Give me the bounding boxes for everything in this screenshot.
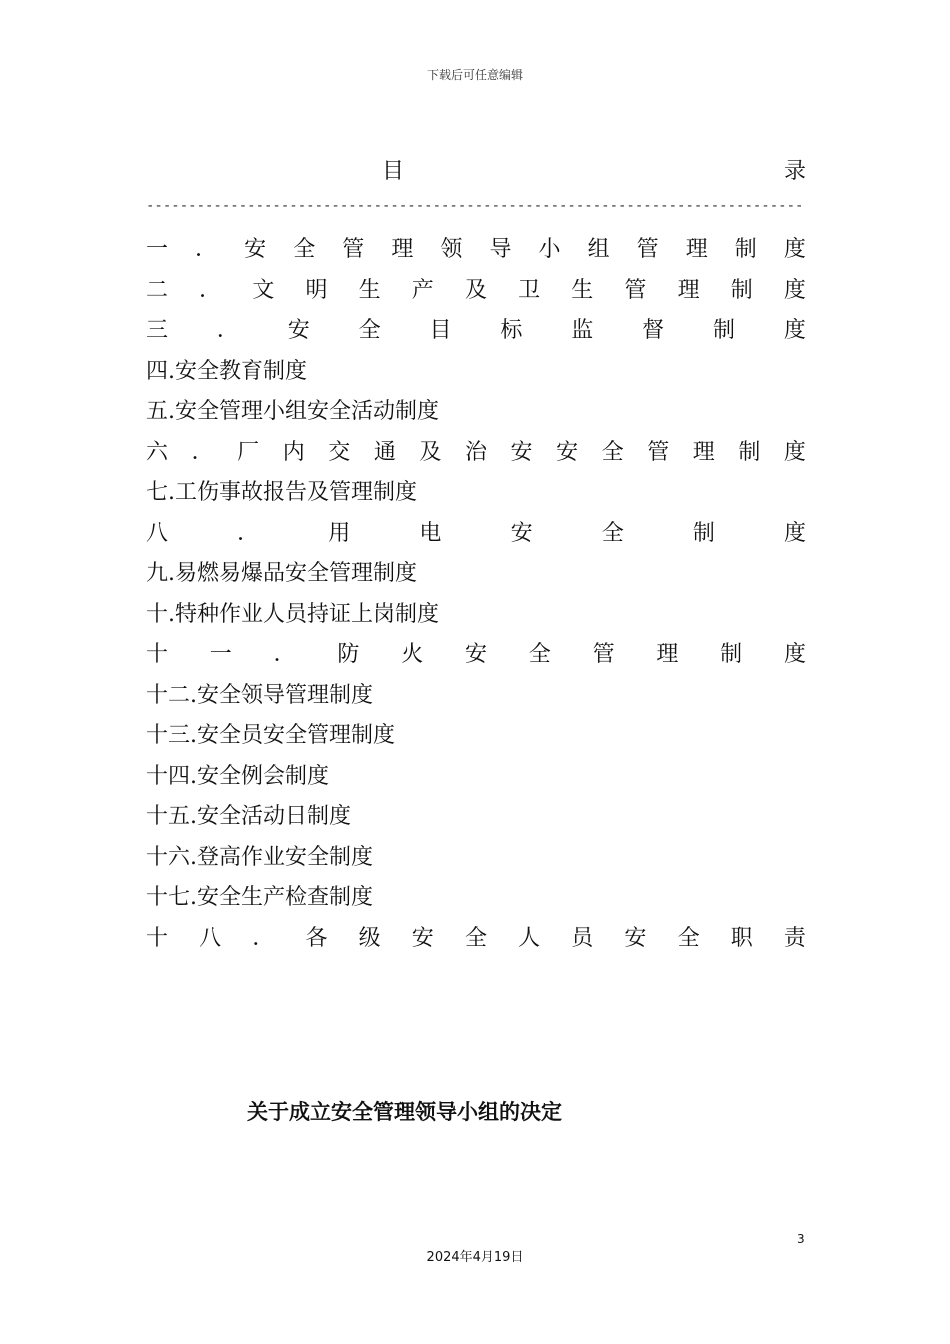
toc-item-char: 制 xyxy=(713,318,736,343)
toc-item-char: ． xyxy=(191,439,214,465)
toc-item-char: 制 xyxy=(738,439,761,465)
toc-title-left: 目 xyxy=(382,159,405,184)
toc-item-char: 组 xyxy=(587,237,610,262)
toc-item-char: 安 xyxy=(464,642,487,667)
toc-item-char: 理 xyxy=(391,237,414,262)
toc-item-char: 安 xyxy=(510,520,533,546)
toc-item-char: 员 xyxy=(571,925,594,951)
toc-item-char: 全 xyxy=(601,439,624,465)
toc-item xyxy=(146,514,806,555)
toc-item-char: 管 xyxy=(624,277,647,303)
toc-item: 十.特种作业人员持证上岗制度 xyxy=(146,601,439,627)
toc-item: 七.工伤事故报告及管理制度 xyxy=(146,480,417,505)
toc-item-char: ． xyxy=(195,237,218,262)
toc-item-char: 全 xyxy=(464,925,487,951)
toc-item-char: 交 xyxy=(328,439,351,465)
toc-item-char: 防 xyxy=(337,642,360,667)
toc-item-char: 理 xyxy=(692,439,715,465)
toc-item-char: 十 xyxy=(146,925,169,951)
toc-item: 十六.登高作业安全制度 xyxy=(146,844,373,870)
toc-item-char: 人 xyxy=(518,925,541,951)
toc-item-char: 度 xyxy=(783,642,806,667)
toc-item-char: 度 xyxy=(783,439,806,465)
toc-item-char: ． xyxy=(237,520,260,546)
toc-item-char: 管 xyxy=(342,237,365,262)
toc-item-char: 度 xyxy=(783,520,806,546)
toc-item-char: 安 xyxy=(556,439,579,465)
dashed-rule: ------------------------------------------------------------------------------ xyxy=(146,198,804,214)
toc-item-char: 十 xyxy=(146,642,169,667)
toc-item-char: 安 xyxy=(244,237,267,262)
toc-item-char: 制 xyxy=(734,237,757,262)
toc-item-char: 一 xyxy=(146,237,169,262)
toc-item-char: 内 xyxy=(282,439,305,465)
toc-item-char: 制 xyxy=(720,642,743,667)
toc-item-char: 职 xyxy=(730,925,753,951)
toc-item-char: 领 xyxy=(440,237,463,262)
toc-item-char: 生 xyxy=(571,277,594,303)
toc-item-char: 安 xyxy=(510,439,533,465)
toc-item-char: 各 xyxy=(305,925,328,951)
toc-item-char: 度 xyxy=(783,277,806,303)
toc-item-char: 全 xyxy=(677,925,700,951)
toc-item: 五.安全管理小组安全活动制度 xyxy=(146,399,439,424)
toc-item xyxy=(146,311,806,352)
toc-item-char: 安 xyxy=(287,318,310,343)
toc-item-char: 目 xyxy=(429,318,452,343)
table-of-contents xyxy=(146,230,806,959)
toc-item-char: 管 xyxy=(647,439,670,465)
toc-item-char: 标 xyxy=(500,318,523,343)
toc-item-char: 三 xyxy=(146,318,169,343)
toc-item-char: 监 xyxy=(571,318,594,343)
toc-item-char: 理 xyxy=(656,642,679,667)
page-number: 3 xyxy=(797,1232,805,1246)
toc-item-char: 一 xyxy=(209,642,232,667)
toc-item-char: ． xyxy=(216,318,239,343)
toc-item-char: 全 xyxy=(601,520,624,546)
toc-item-char: 责 xyxy=(783,925,806,951)
toc-item-char: 及 xyxy=(464,277,487,303)
toc-item xyxy=(146,433,806,474)
toc-item xyxy=(146,919,806,960)
toc-item-char: 通 xyxy=(373,439,396,465)
toc-item: 十二.安全领导管理制度 xyxy=(146,682,373,708)
toc-item: 十四.安全例会制度 xyxy=(146,763,329,789)
toc-item-char: 管 xyxy=(636,237,659,262)
toc-item-char: 全 xyxy=(358,318,381,343)
toc-item-char: 及 xyxy=(419,439,442,465)
toc-item-char: 电 xyxy=(419,520,442,546)
toc-item-char: ． xyxy=(252,925,275,951)
toc-item-char: 度 xyxy=(783,318,806,343)
toc-item xyxy=(146,635,806,676)
toc-item: 十七.安全生产检查制度 xyxy=(146,885,373,910)
toc-item xyxy=(146,271,806,312)
toc-item-char: 用 xyxy=(328,520,351,546)
toc-item-char: 制 xyxy=(730,277,753,303)
toc-item-char: 管 xyxy=(592,642,615,667)
toc-item-char: 八 xyxy=(146,520,169,546)
toc-item-char: 导 xyxy=(489,237,512,262)
toc-item: 四.安全教育制度 xyxy=(146,358,307,384)
toc-item-char: 产 xyxy=(411,277,434,303)
toc-item-char: 六 xyxy=(146,439,169,465)
toc-item-char: 全 xyxy=(528,642,551,667)
toc-item-char: 督 xyxy=(642,318,665,343)
toc-item-char: 文 xyxy=(252,277,275,303)
toc-item-char: ． xyxy=(273,642,296,667)
toc-item: 十五.安全活动日制度 xyxy=(146,804,351,829)
page-header: 下载后可任意编辑 xyxy=(426,68,523,82)
footer-date: 2024年4月19日 xyxy=(426,1250,524,1265)
toc-item-char: 生 xyxy=(358,277,381,303)
toc-item-char: 明 xyxy=(305,277,328,303)
toc-item-char: 八 xyxy=(199,925,222,951)
toc-item-char: 制 xyxy=(692,520,715,546)
toc-title-right: 录 xyxy=(783,159,806,184)
toc-item-char: 治 xyxy=(464,439,487,465)
toc-item-char: 级 xyxy=(358,925,381,951)
toc-item-char: 火 xyxy=(401,642,424,667)
toc-item-char: 安 xyxy=(411,925,434,951)
toc-item-char: 理 xyxy=(677,277,700,303)
toc-item-char: 度 xyxy=(783,237,806,262)
toc-item-char: 厂 xyxy=(237,439,260,465)
toc-item: 九.易燃易爆品安全管理制度 xyxy=(146,561,417,586)
toc-item-char: ． xyxy=(199,277,222,303)
toc-item-char: 小 xyxy=(538,237,561,262)
toc-title xyxy=(146,154,806,186)
decision-title: 关于成立安全管理领导小组的决定 xyxy=(247,1099,562,1124)
toc-item xyxy=(146,230,806,271)
toc-item-char: 卫 xyxy=(518,277,541,303)
toc-item-char: 二 xyxy=(146,277,169,303)
toc-item-char: 全 xyxy=(293,237,316,262)
toc-item-char: 理 xyxy=(685,237,708,262)
toc-item: 十三.安全员安全管理制度 xyxy=(146,723,395,748)
toc-item-char: 安 xyxy=(624,925,647,951)
